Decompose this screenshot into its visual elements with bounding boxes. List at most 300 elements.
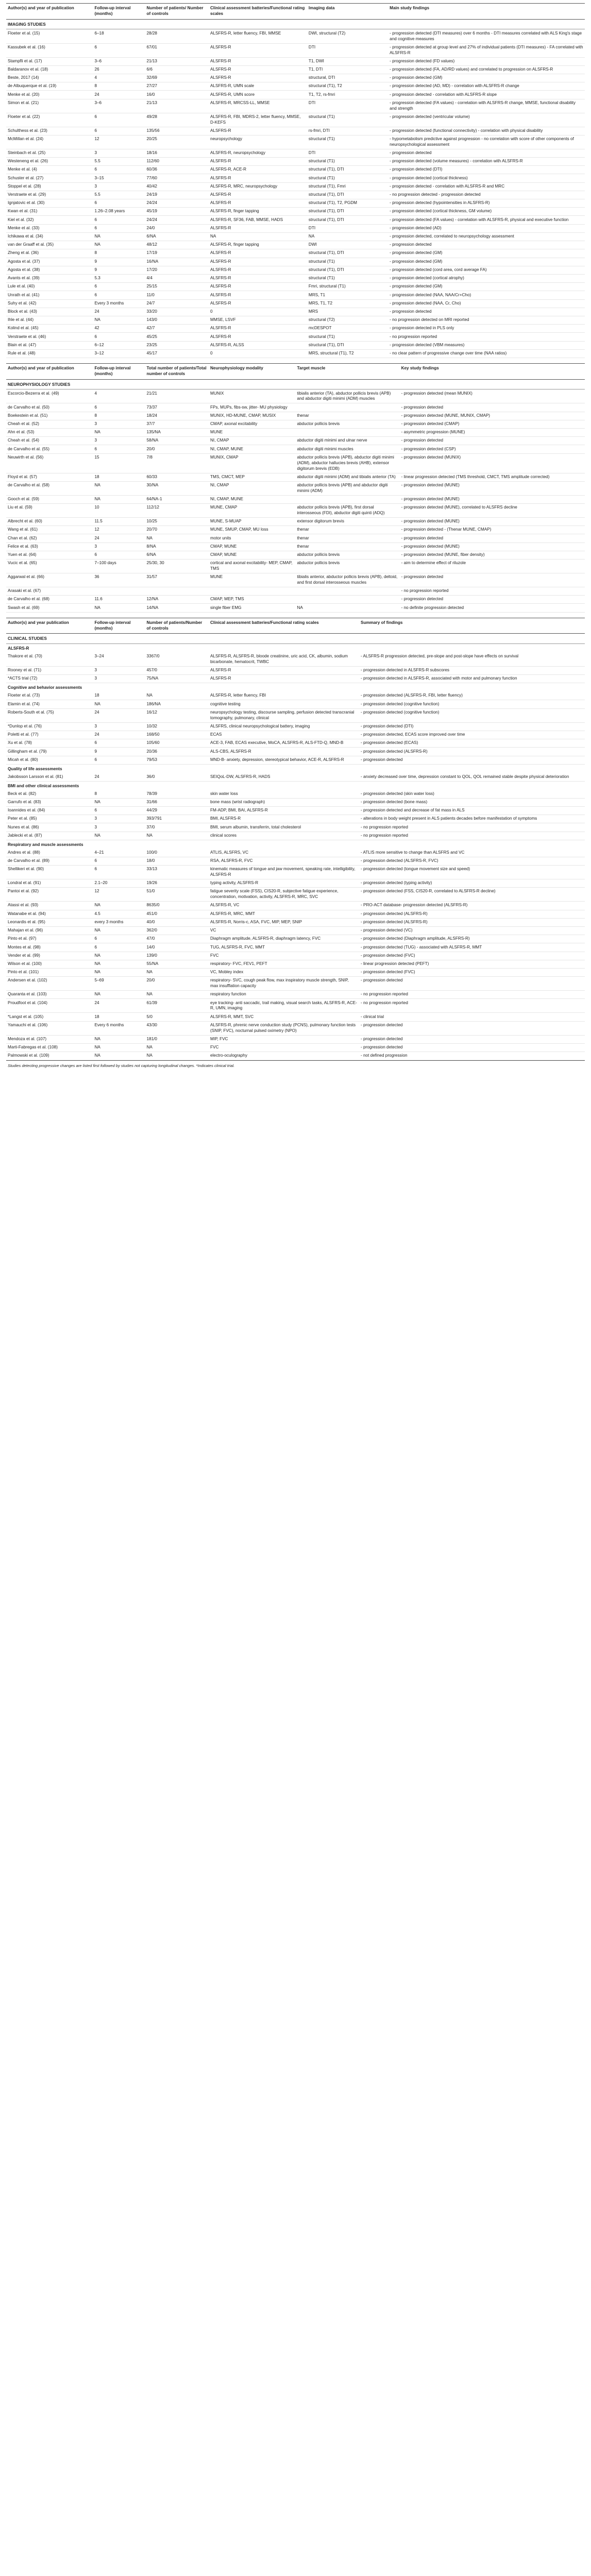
table-cell: structural (T1), DTI (307, 208, 388, 216)
table-cell: 33/20 (145, 308, 209, 316)
table-cell: Ignjatovic et al. (30) (6, 199, 93, 208)
table-cell: Mahajan et al. (96) (6, 926, 93, 935)
table-cell: 18 (93, 1013, 145, 1021)
table-cell: 4/4 (145, 274, 209, 282)
table-cell: - no progression reported (400, 587, 585, 596)
table-cell: 21/21 (145, 389, 209, 403)
table-cell: ALSFRS-R, MMT, SVC (209, 1013, 359, 1021)
table-cell: *ACTS trial (72) (6, 675, 93, 683)
table-cell: CMAP, MUNE (209, 543, 295, 551)
table-cell: clinical scores (209, 832, 359, 840)
table-cell: VC, Mobley index (209, 968, 359, 976)
table-cell: CMAP, MEP, TMS (209, 596, 295, 604)
table-row (6, 349, 585, 358)
table-cell: de Albuquerque et al. (19) (6, 82, 93, 91)
table-cell: 31/66 (145, 798, 209, 806)
table-cell: DWI, structural (T2) (307, 29, 388, 43)
table-cell: NA (145, 968, 209, 976)
table-cell: 4–21 (93, 849, 145, 857)
table-cell: Menke et al. (33) (6, 224, 93, 232)
table-cell: Steinbach et al. (25) (6, 149, 93, 157)
table-cell: NI, CMAP (209, 437, 295, 445)
table-cell: Mendoza et al. (107) (6, 1035, 93, 1043)
table-cell: FVC (209, 952, 359, 960)
table-cell: Agosta et al. (37) (6, 258, 93, 266)
table-row (6, 445, 585, 453)
table-cell: 6 (93, 166, 145, 174)
table-cell: 19/26 (145, 879, 209, 888)
table-cell: BMI, serum albumin, transferrin, total cholesterol (209, 823, 359, 832)
table-cell: Suhy et al. (42) (6, 299, 93, 308)
table-cell: Stampfli et al. (17) (6, 57, 93, 65)
table-cell: - progression detected (FVC) (359, 952, 585, 960)
table-cell: Cheah et al. (54) (6, 437, 93, 445)
table-cell: - progression detected (359, 977, 585, 991)
table-cell: 73/37 (145, 403, 209, 412)
table-row (6, 481, 585, 495)
table-cell: Beste, 2017 (14) (6, 74, 93, 82)
table-cell: - progression detected (FA values) - correlation with ALSFRS-R, physical and executive function (388, 216, 585, 224)
table-cell: T1, T2, rs-fmri (307, 91, 388, 99)
table-cell: ALSFRS-R (209, 258, 307, 266)
table-cell: MRS, structural (T1), T2 (307, 349, 388, 358)
table-cell: 5.5 (93, 191, 145, 199)
table-cell: 362/0 (145, 926, 209, 935)
table-cell: - progression detected (VBM measures) (388, 341, 585, 349)
table-cell: 24 (93, 91, 145, 99)
table-cell: Andres et al. (88) (6, 849, 93, 857)
table-cell: Simon et al. (21) (6, 99, 93, 113)
table-row (6, 991, 585, 999)
table-cell: 24/7 (145, 299, 209, 308)
column-header: Key study findings (400, 363, 585, 379)
table-cell: - progression detected - correlation with ALSFRS-R and MRC (388, 182, 585, 191)
table-cell: - progression detected (400, 534, 585, 543)
table-cell: 16/0 (145, 91, 209, 99)
table-row (6, 708, 585, 722)
column-header: Target muscle (295, 363, 399, 379)
table-cell: - progression detected and decrease of fat mass in ALS (359, 806, 585, 815)
table-cell: - progression detected (MUNE) (400, 518, 585, 526)
table-cell: ALSFRS-R, MRC, neuropsychology (209, 182, 307, 191)
table-cell: - progression detected (AD) (388, 224, 585, 232)
table-cell: 24/0 (145, 224, 209, 232)
table-cell: - no progression reported (388, 333, 585, 341)
table-row (6, 756, 585, 764)
subsection-heading-row (6, 683, 585, 692)
table-row (6, 534, 585, 543)
table-cell: - progression detected (cortical atrophy) (388, 274, 585, 282)
table-row (6, 587, 585, 596)
table-row (6, 412, 585, 420)
table-row (6, 473, 585, 481)
table-cell: 457/0 (145, 667, 209, 675)
table-cell: Ioannides et al. (84) (6, 806, 93, 815)
table-cell: - progression detected (359, 1043, 585, 1052)
table-cell: 16/12 (145, 708, 209, 722)
table-row (6, 127, 585, 135)
table-cell: 3 (93, 722, 145, 731)
table-cell: - progression detected (400, 437, 585, 445)
table-row (6, 341, 585, 349)
table-row (6, 420, 585, 428)
table-row (6, 518, 585, 526)
table-cell: 12 (93, 135, 145, 149)
table-cell: 6 (93, 943, 145, 952)
table-cell: 24 (93, 534, 145, 543)
table-cell: Stoppel et al. (28) (6, 182, 93, 191)
table-cell: ALSFRS-R (209, 299, 307, 308)
neurophysiology-studies-table (6, 363, 585, 613)
table-cell: - progression detected (cognitive function) (359, 700, 585, 708)
table-cell: ALSFRS-R (209, 174, 307, 182)
table-cell: structural (T1), T2 (307, 82, 388, 91)
table-cell: Liu et al. (59) (6, 503, 93, 517)
table-cell: - no progression reported (359, 999, 585, 1013)
table-cell: 6 (93, 806, 145, 815)
table-row (6, 910, 585, 918)
table-cell: Yuen et al. (64) (6, 551, 93, 559)
table-row (6, 57, 585, 65)
table-cell: abductor pollicis brevis (APB), abductor digiti minimi (ADM), abductor hallucies brevis (AHB), extensor digitorum brevis (EDB) (295, 453, 399, 473)
table-cell: - progression detected - correlation with ALSFRS-R slope (388, 91, 585, 99)
table-cell: 6 (93, 403, 145, 412)
table-cell: DTI (307, 224, 388, 232)
table-cell: DTI (307, 149, 388, 157)
table-cell: 67/01 (145, 43, 209, 57)
table-cell: 58/NA (145, 437, 209, 445)
table-row (6, 316, 585, 324)
table-row (6, 526, 585, 534)
table-row (6, 453, 585, 473)
table-cell: Watanabe et al. (94) (6, 910, 93, 918)
table-row (6, 790, 585, 799)
table-cell: ALSFRS-R (209, 274, 307, 282)
table-cell: TMS, CMCT, MEP (209, 473, 295, 481)
table-cell: 40/42 (145, 182, 209, 191)
table-cell (145, 587, 209, 596)
table-cell: 3367/0 (145, 653, 209, 667)
table-cell: NA (145, 1052, 209, 1060)
column-header: Imaging data (307, 4, 388, 20)
table-cell: ALSFRS-R (209, 74, 307, 82)
table-cell: 77/60 (145, 174, 209, 182)
table-cell: Vucic et al. (65) (6, 560, 93, 573)
table-cell: 17/19 (145, 249, 209, 258)
table-cell: Andersen et al. (102) (6, 977, 93, 991)
table-cell: NA (93, 1035, 145, 1043)
table-cell: 8/NA (145, 543, 209, 551)
table-cell: Marti-Fabregas et al. (108) (6, 1043, 93, 1052)
table-cell: ALSFRS-R, SF36, FAB, MMSE, HADS (209, 216, 307, 224)
table-cell: 6/NA (145, 232, 209, 241)
table-cell: Atassi et al. (93) (6, 902, 93, 910)
table-cell: 3 (93, 815, 145, 823)
table-cell: MIP, FVC (209, 1035, 359, 1043)
table-cell: van der Graaff et al. (35) (6, 241, 93, 249)
table-cell: 3–24 (93, 653, 145, 667)
table-cell: ALSFRS-R, letter fluency, FBI, MMSE (209, 29, 307, 43)
table-cell: skin water loss (209, 790, 359, 799)
table-row (6, 604, 585, 612)
table-cell: 8 (93, 412, 145, 420)
table-cell: Thakore et al. (70) (6, 653, 93, 667)
table-row (6, 1043, 585, 1052)
table-cell: 6 (93, 857, 145, 865)
table-cell: - progression detected (GM) (388, 258, 585, 266)
table-cell: 12 (93, 888, 145, 902)
table-cell: 3 (93, 420, 145, 428)
table-cell: MRS (307, 308, 388, 316)
table-cell: 8635/0 (145, 902, 209, 910)
table-row (6, 389, 585, 403)
section-heading-row (6, 379, 585, 389)
table-row (6, 308, 585, 316)
table-cell: motor units (209, 534, 295, 543)
table-cell: Ihle et al. (44) (6, 316, 93, 324)
table-cell: - anxiety decreased over time, depression constant to QOL, QOL remained stable despite physical deterioration (359, 773, 585, 782)
table-cell: TUG, ALSFRS-R, FVC, MMT (209, 943, 359, 952)
table-cell: - progression detected (DTI) (359, 722, 585, 731)
table-cell: abductor pollicis brevis (295, 551, 399, 559)
table-cell: 20/36 (145, 748, 209, 756)
table-row (6, 283, 585, 291)
table-cell: structural (T1) (307, 135, 388, 149)
table-cell: 24 (93, 308, 145, 316)
table-cell: 3 (93, 667, 145, 675)
table-cell: 3–6 (93, 99, 145, 113)
table-cell: 21/13 (145, 99, 209, 113)
column-header: Total number of patients/Total number of controls (145, 363, 209, 379)
table-cell: 20/25 (145, 135, 209, 149)
table-cell: - progression detected (MUNE), correlated to ALSFRS decline (400, 503, 585, 517)
table-cell: 2.1–20 (93, 879, 145, 888)
table-cell: NA (93, 481, 145, 495)
table-cell: 42/7 (145, 325, 209, 333)
table-cell: Felice et al. (63) (6, 543, 93, 551)
table-cell: Pinto et al. (101) (6, 968, 93, 976)
table-row (6, 437, 585, 445)
table-cell: 5/0 (145, 1013, 209, 1021)
table-cell: Ichikawa et al. (34) (6, 232, 93, 241)
table-cell: - progression detected (388, 308, 585, 316)
table-row (6, 739, 585, 748)
table-cell: Schulthess et al. (23) (6, 127, 93, 135)
table-cell: NA (93, 968, 145, 976)
table-cell: Every 3 months (93, 299, 145, 308)
table-row (6, 551, 585, 559)
table-cell: NA (93, 232, 145, 241)
column-header: Main study findings (388, 4, 585, 20)
table-cell: - progression detected (ECAS) (359, 739, 585, 748)
table-cell: - progression detected (cortical thickness, GM volume) (388, 208, 585, 216)
table-cell: 14/NA (145, 604, 209, 612)
table-cell: 45/19 (145, 208, 209, 216)
table-cell: 7–100 days (93, 560, 145, 573)
table-cell: 60/36 (145, 166, 209, 174)
table-cell: de Carvalho et al. (55) (6, 445, 93, 453)
table-row (6, 29, 585, 43)
table-cell: - PRO-ACT database- progression detected (ALSFRS-R) (359, 902, 585, 910)
table-cell: 7/8 (145, 453, 209, 473)
table-cell: ALSFRS-R (209, 65, 307, 74)
table-row (6, 1021, 585, 1035)
table-cell: RSA, ALSFRS-R, FVC (209, 857, 359, 865)
table-cell: 5.3 (93, 274, 145, 282)
table-cell: Kassubek et al. (16) (6, 43, 93, 57)
table-cell: Unrath et al. (41) (6, 291, 93, 299)
table-row (6, 113, 585, 127)
table-cell: 36/0 (145, 773, 209, 782)
table-cell: Floyd et al. (57) (6, 473, 93, 481)
table-row (6, 731, 585, 739)
table-row (6, 748, 585, 756)
table-cell: NA (93, 1052, 145, 1060)
table-cell: 100/0 (145, 849, 209, 857)
table-cell: ALSFRS-R, UMN score (209, 91, 307, 99)
table-row (6, 700, 585, 708)
table-row (6, 943, 585, 952)
table-cell: ALSFRS-R, finger tapping (209, 241, 307, 249)
table-cell (209, 587, 295, 596)
table-cell: Jablecki et al. (87) (6, 832, 93, 840)
table-cell: ALSFRS-R (209, 158, 307, 166)
table-row (6, 208, 585, 216)
table-cell: 24 (93, 731, 145, 739)
table-cell: ALSFRS-R, UMN scale (209, 82, 307, 91)
subsection-heading-row (6, 764, 585, 773)
table-cell: 75/NA (145, 675, 209, 683)
table-cell: NA (295, 604, 399, 612)
table-cell: 181/0 (145, 1035, 209, 1043)
table-cell: - progression detected (CMAP) (400, 420, 585, 428)
table-row (6, 823, 585, 832)
table-cell: - progression detected in PLS only (388, 325, 585, 333)
table-cell: mcDESPOT (307, 325, 388, 333)
table-cell: structural (T1), DTI (307, 191, 388, 199)
table-row (6, 832, 585, 840)
table-cell: ALSFRS-R (209, 199, 307, 208)
table-cell: thenar (295, 526, 399, 534)
table-cell: 6 (93, 216, 145, 224)
table-cell: VC (209, 926, 359, 935)
table-cell: Rule et al. (48) (6, 349, 93, 358)
table-cell: 45/25 (145, 333, 209, 341)
table-cell: Elamin et al. (74) (6, 700, 93, 708)
table-cell: NA (93, 798, 145, 806)
table-cell: neuropsychology (209, 135, 307, 149)
table-cell: - progression detected (MUNE) (400, 543, 585, 551)
table-cell: 3 (93, 437, 145, 445)
table-cell: 393/791 (145, 815, 209, 823)
table-cell: 37/7 (145, 420, 209, 428)
table-cell: ALSFRS-R, neuropsychology (209, 149, 307, 157)
table-cell: Arasaki et al. (67) (6, 587, 93, 596)
table-cell: 21/13 (145, 57, 209, 65)
table-cell: - progression detected in ALSFRS-R subscores (359, 667, 585, 675)
table-row (6, 918, 585, 926)
table-cell: 3–15 (93, 174, 145, 182)
table-cell: NA (93, 952, 145, 960)
table-cell: Schuster et al. (27) (6, 174, 93, 182)
table-cell: Floeter et al. (22) (6, 113, 93, 127)
table-cell: Every 6 months (93, 1021, 145, 1035)
table-cell: Albrecht et al. (60) (6, 518, 93, 526)
table-cell: NA (93, 832, 145, 840)
table-cell: 6 (93, 739, 145, 748)
table-cell: 43/30 (145, 1021, 209, 1035)
table-cell: - no progression reported (359, 832, 585, 840)
subsection-heading-row (6, 781, 585, 790)
table-cell: tibialis anterior (TA), abductor pollicis brevis (APB) and abductor digiti minimi (ADM) muscles (295, 389, 399, 403)
table-cell: 37/0 (145, 823, 209, 832)
table-row (6, 65, 585, 74)
table-cell: - progression detected in ALSFRS-R, associated with motor and pulmonary function (359, 675, 585, 683)
table-cell: - asymmetric progression (MUNE) (400, 429, 585, 437)
table-cell: NA (93, 241, 145, 249)
table-cell: 135/NA (145, 429, 209, 437)
table-cell: - linear progression detected (TMS threshold, CMCT, TMS amplitude corrected) (400, 473, 585, 481)
subsection-heading: Quality of life assessments (8, 766, 62, 771)
table-cell: Beck et al. (82) (6, 790, 93, 799)
table-cell: 135/56 (145, 127, 209, 135)
table-cell: - progression detected (Diaphragm amplitude, ALSFRS-R) (359, 935, 585, 943)
table-cell: Diaphragm amplitude, ALSFRS-R, diaphragm latency, FVC (209, 935, 359, 943)
table-row (6, 935, 585, 943)
column-header: Author(s) and year of publication (6, 4, 93, 20)
table-row (6, 952, 585, 960)
table-cell: - progression detected, ECAS score improved over time (359, 731, 585, 739)
table-row (6, 968, 585, 976)
table-row (6, 692, 585, 700)
table-cell: 16/NA (145, 258, 209, 266)
table-cell: 64/NA-1 (145, 495, 209, 503)
table-cell: - progression detected (AD, MD) - correlation with ALSFRS-R change (388, 82, 585, 91)
table-cell: kinematic measures of tongue and jaw movement, speaking rate, intelligibility, ALSFRS-R (209, 866, 359, 879)
table-cell: abductor pollicis brevis (295, 560, 399, 573)
table-cell: 24/19 (145, 191, 209, 199)
table-cell: - progression detected (359, 756, 585, 764)
table-cell: 5.5 (93, 158, 145, 166)
table-cell: 8 (93, 82, 145, 91)
table-cell: Verstraete et al. (46) (6, 333, 93, 341)
table-row (6, 879, 585, 888)
table-cell: 12/NA (145, 596, 209, 604)
column-header: Author(s) and year of publication (6, 363, 93, 379)
table-cell: Pantoi et al. (92) (6, 888, 93, 902)
subsection-heading-row (6, 840, 585, 849)
table-cell: 32/69 (145, 74, 209, 82)
table-cell: 79/53 (145, 756, 209, 764)
table-cell: ALS-CBS, ALSFRS-R (209, 748, 359, 756)
table-cell: - no progression reported (359, 991, 585, 999)
table-row (6, 503, 585, 517)
table-cell: typing activity, ALSFRS-R (209, 879, 359, 888)
table-cell: NA (93, 960, 145, 968)
table-cell: McMillan et al. (24) (6, 135, 93, 149)
table-row (6, 999, 585, 1013)
table-cell: NA (93, 316, 145, 324)
table-cell: Londral et al. (91) (6, 879, 93, 888)
table-cell: 18/16 (145, 149, 209, 157)
table-cell: MRS, T1 (307, 291, 388, 299)
table-cell: Roberts-South et al. (75) (6, 708, 93, 722)
table-cell: structural (T1), DTI (307, 266, 388, 274)
table-cell: Kwan et al. (31) (6, 208, 93, 216)
table-cell: 20/0 (145, 445, 209, 453)
table-cell: 24/24 (145, 199, 209, 208)
table-cell: - progression detected (400, 573, 585, 587)
